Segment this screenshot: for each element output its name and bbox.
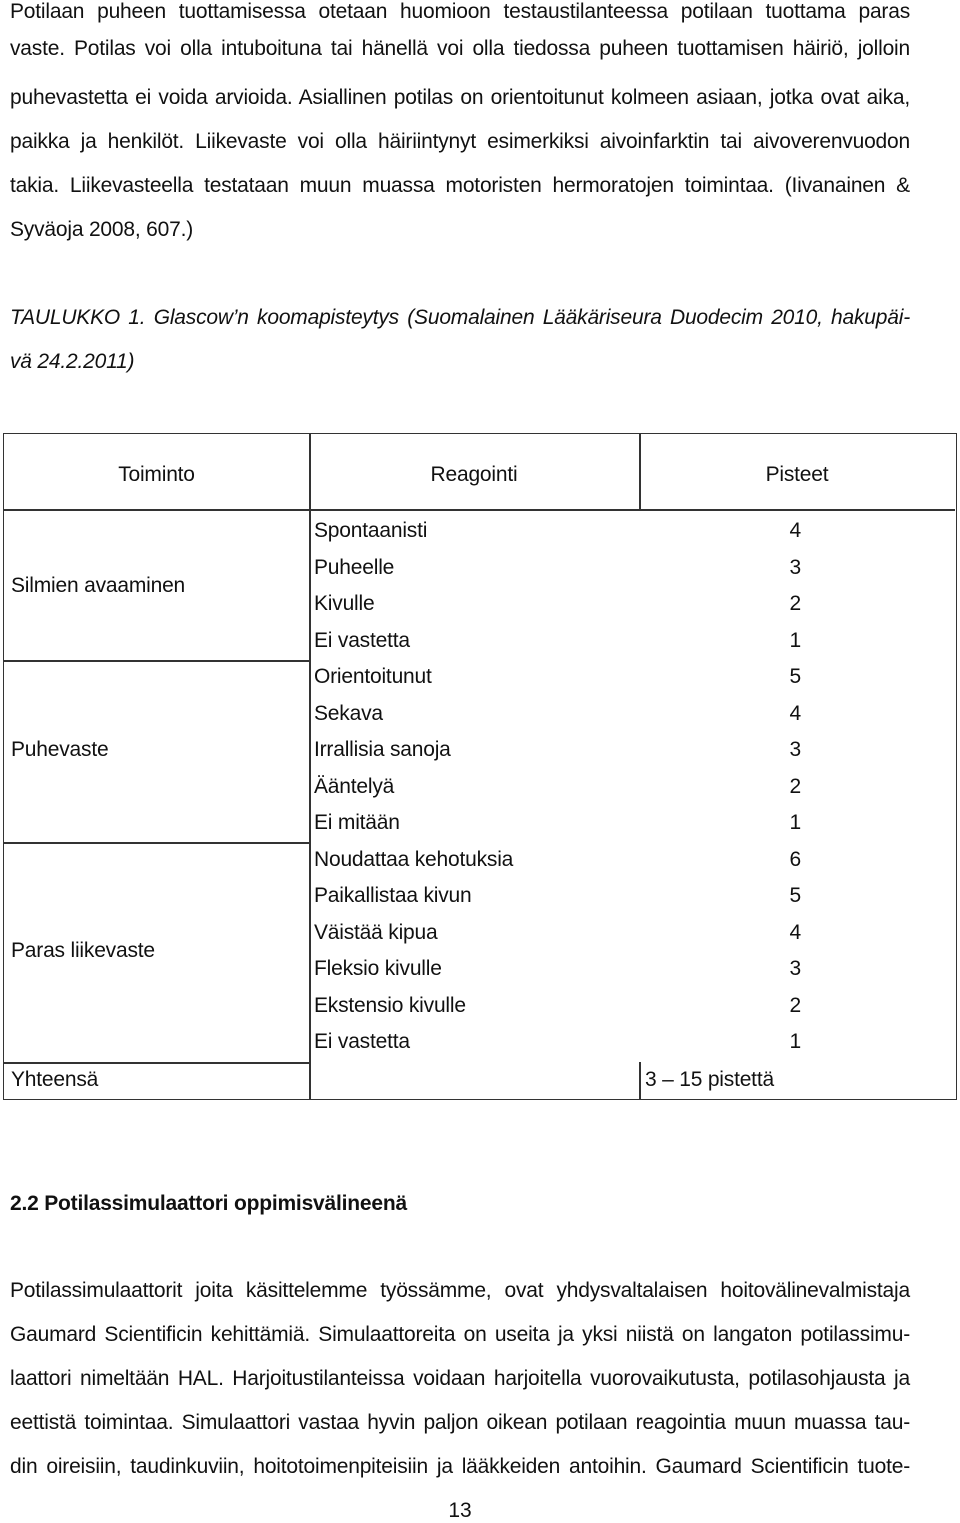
response-label: Ei vastetta [314,629,410,652]
caption-line: TAULUKKO 1. Glascow’n koomapisteytys (Suomalainen Lääkäriseura Duodecim 2010, hakupäi- [10,306,910,329]
header-reagointi: Reagointi [430,463,518,486]
intro-line: takia. Liikevasteella testataan muun muassa motoristen hermoratojen toimintaa. (Iivanainen & [10,174,910,197]
intro-line: Syväoja 2008, 607.) [10,218,193,241]
points-value: 2 [789,592,801,615]
points-value: 5 [789,884,801,907]
intro-line: Potilaan puheen tuottamisessa otetaan huomioon testaustilanteessa potilaan tuottama paras [10,0,910,23]
function-label: Silmien avaaminen [11,574,186,597]
response-label: Fleksio kivulle [314,957,442,980]
points-value: 4 [789,702,801,725]
intro-line: paikka ja henkilöt. Liikevaste voi olla häiriintynyt esimerkiksi aivoinfarktin tai aivoverenvuodon [10,130,910,153]
points-value: 1 [789,811,801,834]
caption-line: vä 24.2.2011) [10,350,135,373]
body-line: eettistä toimintaa. Simulaattori vastaa hyvin paljon oikean potilaan reagointia muun muassa tau- [10,1411,910,1434]
section-heading: 2.2 Potilassimulaattori oppimisvälineenä [10,1192,407,1215]
header-divider [4,509,955,511]
response-label: Ääntelyä [314,775,395,798]
total-label: Yhteensä [11,1068,99,1091]
points-value: 3 [789,556,801,579]
points-value: 3 [789,957,801,980]
response-label: Spontaanisti [314,519,428,542]
points-value: 3 [789,738,801,761]
response-label: Orientoitunut [314,665,432,688]
body-line: laattori nimeltään HAL. Harjoitustilanteissa voidaan harjoitella vuorovaikutusta, potilasohjausta ja [10,1367,910,1390]
header-pisteet: Pisteet [765,463,829,486]
group-divider [4,1062,309,1064]
group-divider [4,660,309,662]
function-label: Puhevaste [11,738,109,761]
points-value: 1 [789,1030,801,1053]
group-divider [4,842,309,844]
total-value: 3 – 15 pistettä [645,1068,774,1091]
response-label: Paikallistaa kivun [314,884,472,907]
response-label: Irrallisia sanoja [314,738,451,761]
intro-line: puhevastetta ei voida arvioida. Asiallinen potilas on orientoitunut kolmeen asiaan, jotka ovat aika, [10,86,910,109]
response-label: Ekstensio kivulle [314,994,466,1017]
response-label: Sekava [314,702,383,725]
response-label: Noudattaa kehotuksia [314,848,514,871]
response-label: Puheelle [314,556,395,579]
points-value: 2 [789,775,801,798]
page-number: 13 [448,1499,472,1522]
body-line: din oireisiin, taudinkuviin, hoitotoimenpiteisiin ja lääkkeiden antoihin. Gaumard Scientificin tuote- [10,1455,910,1478]
response-label: Kivulle [314,592,375,615]
response-label: Ei vastetta [314,1030,410,1053]
intro-line: vaste. Potilas voi olla intuboituna tai hänellä voi olla tiedossa puheen tuottamisen häiriö, jolloin [10,37,910,60]
header-toiminto: Toiminto [118,463,195,486]
points-value: 4 [789,519,801,542]
points-value: 4 [789,921,801,944]
column-divider [309,434,311,1100]
points-value: 2 [789,994,801,1017]
body-line: Gaumard Scientificin kehittämiä. Simulaattoreita on useita ja yksi niistä on langaton potilassimu- [10,1323,910,1346]
column-divider [639,1062,641,1100]
response-label: Ei mitään [314,811,400,834]
glasgow-table [3,433,957,1100]
points-value: 6 [789,848,801,871]
response-label: Väistää kipua [314,921,438,944]
body-line: Potilassimulaattorit joita käsittelemme työssämme, ovat yhdysvaltalaisen hoitovälinevalmistaja [10,1279,910,1302]
points-value: 5 [789,665,801,688]
points-value: 1 [789,629,801,652]
function-label: Paras liikevaste [11,939,155,962]
